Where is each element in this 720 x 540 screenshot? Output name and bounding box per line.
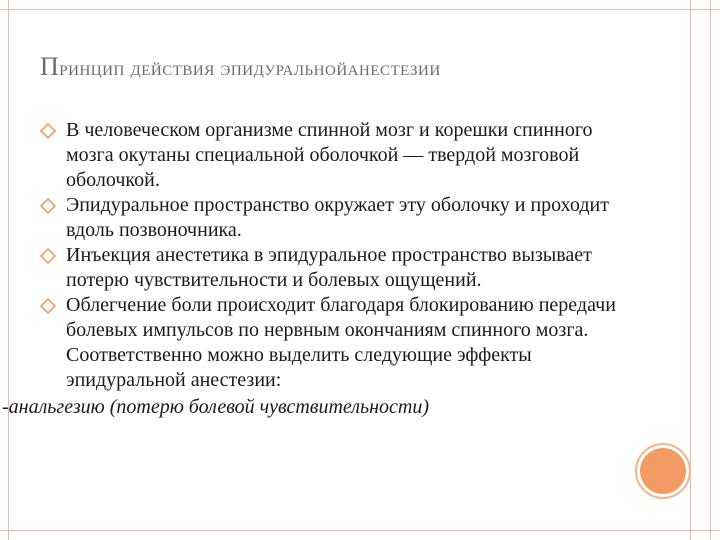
bullet-list [2, 118, 640, 420]
bullet-text: Облегчение боли происходит благодаря блокированию передачи болевых импульсов по нервным окончаниям спинного мозга. Соответственно можно выделить следующие эффекты эпидуральной анестезии: [66, 294, 616, 391]
frame-line-top [0, 9, 720, 10]
list-item [40, 293, 640, 393]
title-rest: ринцип действия эпидуральнойанестезии [59, 56, 441, 80]
final-line: -анальгезию (потерю болевой чувствительности) [2, 396, 430, 418]
decorative-circle [640, 448, 686, 494]
hollow-diamond-icon [40, 123, 56, 139]
hollow-diamond-icon [40, 248, 56, 264]
list-item [40, 193, 640, 243]
frame-line-right-inner [690, 0, 691, 540]
hollow-diamond-icon [40, 298, 56, 314]
bullet-text: Инъекция анестетика в эпидуральное пространство вызывает потерю чувствительности и болевых ощущений. [66, 244, 592, 291]
list-item [40, 243, 640, 293]
list-item [40, 118, 640, 193]
bullet-text: В человеческом организме спинной мозг и корешки спинного мозга окутаны специальной оболочкой — твердой мозговой оболочкой. [66, 119, 593, 191]
frame-line-bottom [0, 530, 720, 531]
slide-title [40, 52, 441, 82]
title-initial: П [40, 52, 60, 81]
hollow-diamond-icon [40, 198, 56, 214]
frame-line-left [8, 0, 9, 540]
bullet-text: Эпидуральное пространство окружает эту оболочку и проходит вдоль позвоночника. [66, 194, 609, 241]
frame-line-right-outer [710, 0, 711, 540]
